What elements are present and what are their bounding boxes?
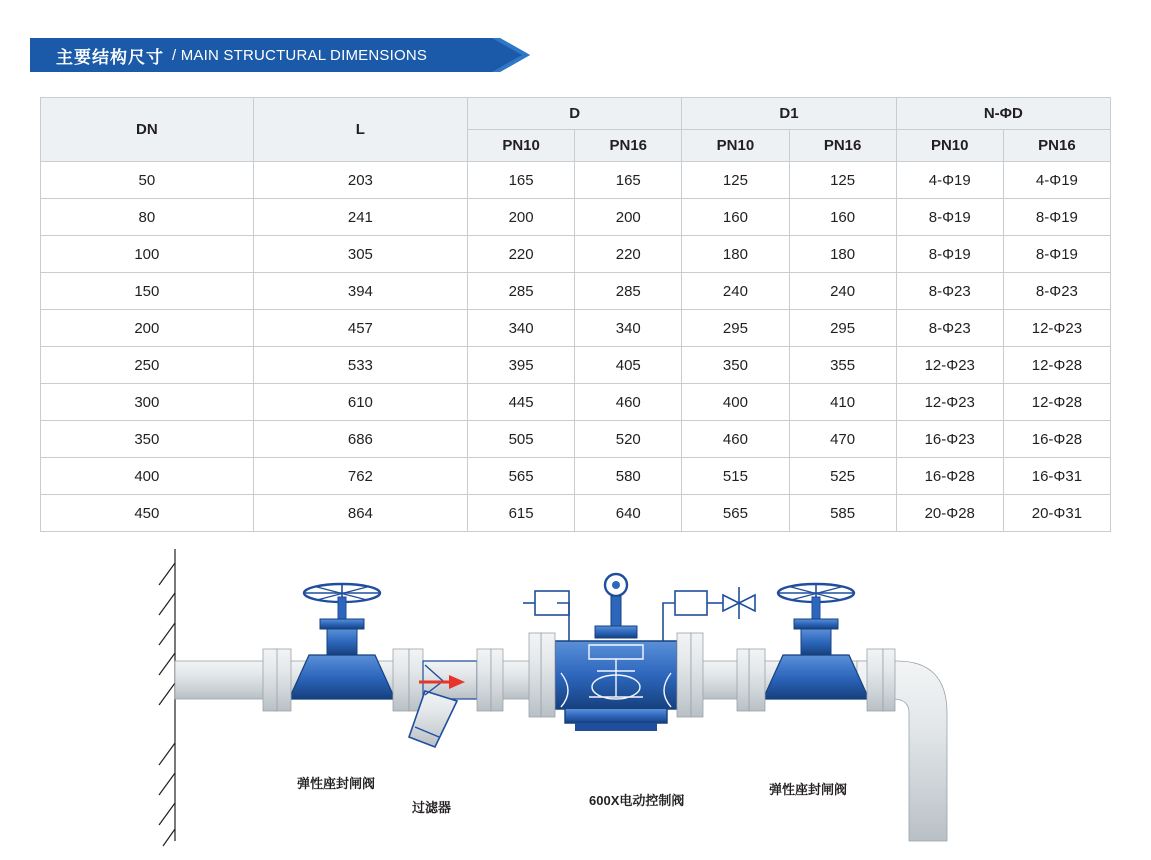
header-d1: D1 [682, 98, 896, 130]
header-nphid: N-ΦD [896, 98, 1110, 130]
cell-dn: 80 [41, 199, 254, 236]
header-d-pn10: PN10 [468, 130, 575, 162]
header-d1-pn10: PN10 [682, 130, 789, 162]
cell-d1-pn10: 400 [682, 384, 789, 421]
cell-d1-pn10: 565 [682, 495, 789, 532]
cell-d1-pn10: 350 [682, 347, 789, 384]
label-gate-valve-right: 弹性座封闸阀 [769, 782, 848, 797]
cell-nd-pn10: 20-Φ28 [896, 495, 1003, 532]
table-row [41, 199, 1111, 236]
cell-nd-pn16: 16-Φ31 [1003, 458, 1110, 495]
cell-nd-pn16: 8-Φ19 [1003, 236, 1110, 273]
cell-d-pn10: 565 [468, 458, 575, 495]
cell-nd-pn16: 20-Φ31 [1003, 495, 1110, 532]
cell-l: 457 [253, 310, 467, 347]
cell-l: 610 [253, 384, 467, 421]
cell-nd-pn16: 16-Φ28 [1003, 421, 1110, 458]
banner-text [56, 38, 427, 72]
table-row [41, 236, 1111, 273]
cell-d1-pn10: 180 [682, 236, 789, 273]
cell-d-pn10: 200 [468, 199, 575, 236]
cell-nd-pn10: 8-Φ23 [896, 310, 1003, 347]
header-nd-pn10: PN10 [896, 130, 1003, 162]
cell-d1-pn16: 585 [789, 495, 896, 532]
header-dn: DN [41, 98, 254, 162]
label-filter: 过滤器 [412, 800, 452, 815]
cell-l: 762 [253, 458, 467, 495]
section-title-en: / MAIN STRUCTURAL DIMENSIONS [172, 46, 428, 64]
cell-d1-pn16: 355 [789, 347, 896, 384]
cell-d-pn10: 615 [468, 495, 575, 532]
cell-d1-pn10: 515 [682, 458, 789, 495]
cell-nd-pn10: 12-Φ23 [896, 384, 1003, 421]
wall-hatch [159, 549, 175, 846]
cell-d-pn16: 580 [575, 458, 682, 495]
cell-d-pn16: 340 [575, 310, 682, 347]
cell-dn: 100 [41, 236, 254, 273]
cell-d1-pn16: 295 [789, 310, 896, 347]
cell-nd-pn10: 8-Φ19 [896, 199, 1003, 236]
cell-nd-pn16: 12-Φ23 [1003, 310, 1110, 347]
table-row [41, 495, 1111, 532]
table-row [41, 458, 1111, 495]
table-row [41, 273, 1111, 310]
label-control-valve: 600X电动控制阀 [589, 793, 685, 808]
cell-d1-pn10: 125 [682, 162, 789, 199]
cell-d-pn16: 520 [575, 421, 682, 458]
cell-d-pn10: 285 [468, 273, 575, 310]
cell-d1-pn16: 125 [789, 162, 896, 199]
cell-nd-pn16: 8-Φ23 [1003, 273, 1110, 310]
table-row [41, 421, 1111, 458]
cell-nd-pn16: 4-Φ19 [1003, 162, 1110, 199]
cell-dn: 150 [41, 273, 254, 310]
header-d: D [468, 98, 682, 130]
table-head [41, 98, 1111, 162]
installation-diagram-svg [157, 541, 994, 851]
cell-d1-pn10: 160 [682, 199, 789, 236]
header-d-pn16: PN16 [575, 130, 682, 162]
cell-d-pn10: 505 [468, 421, 575, 458]
cell-d1-pn16: 525 [789, 458, 896, 495]
cell-d1-pn16: 160 [789, 199, 896, 236]
table-header-row-group [41, 98, 1111, 130]
cell-d-pn16: 405 [575, 347, 682, 384]
cell-l: 203 [253, 162, 467, 199]
cell-dn: 350 [41, 421, 254, 458]
control-valve-600x [523, 574, 755, 731]
y-strainer [409, 649, 503, 747]
cell-nd-pn16: 12-Φ28 [1003, 347, 1110, 384]
cell-dn: 300 [41, 384, 254, 421]
cell-nd-pn10: 16-Φ23 [896, 421, 1003, 458]
cell-l: 394 [253, 273, 467, 310]
cell-nd-pn10: 8-Φ23 [896, 273, 1003, 310]
gate-valve-right [737, 584, 895, 711]
table-row [41, 384, 1111, 421]
cell-nd-pn10: 8-Φ19 [896, 236, 1003, 273]
cell-l: 305 [253, 236, 467, 273]
cell-d-pn16: 165 [575, 162, 682, 199]
cell-d-pn10: 220 [468, 236, 575, 273]
header-nd-pn16: PN16 [1003, 130, 1110, 162]
label-gate-valve-left: 弹性座封闸阀 [297, 776, 376, 791]
cell-nd-pn10: 16-Φ28 [896, 458, 1003, 495]
section-header [30, 38, 540, 72]
cell-d-pn16: 200 [575, 199, 682, 236]
cell-d1-pn10: 295 [682, 310, 789, 347]
cell-dn: 450 [41, 495, 254, 532]
header-d1-pn16: PN16 [789, 130, 896, 162]
cell-d1-pn16: 470 [789, 421, 896, 458]
cell-dn: 200 [41, 310, 254, 347]
header-l: L [253, 98, 467, 162]
cell-d1-pn16: 240 [789, 273, 896, 310]
table-body [41, 162, 1111, 532]
cell-dn: 250 [41, 347, 254, 384]
cell-d-pn10: 395 [468, 347, 575, 384]
cell-d-pn16: 460 [575, 384, 682, 421]
cell-nd-pn16: 8-Φ19 [1003, 199, 1110, 236]
table-row [41, 162, 1111, 199]
cell-d-pn16: 640 [575, 495, 682, 532]
cell-d-pn10: 340 [468, 310, 575, 347]
installation-diagram [157, 541, 994, 851]
table-row [41, 347, 1111, 384]
section-title-cn: 主要结构尺寸 [56, 47, 164, 67]
gate-valve-left [263, 584, 423, 711]
cell-d-pn16: 285 [575, 273, 682, 310]
cell-d1-pn16: 180 [789, 236, 896, 273]
cell-l: 533 [253, 347, 467, 384]
cell-dn: 50 [41, 162, 254, 199]
cell-d1-pn10: 460 [682, 421, 789, 458]
cell-nd-pn10: 4-Φ19 [896, 162, 1003, 199]
cell-d1-pn10: 240 [682, 273, 789, 310]
cell-l: 864 [253, 495, 467, 532]
cell-l: 241 [253, 199, 467, 236]
table-row [41, 310, 1111, 347]
cell-d-pn10: 165 [468, 162, 575, 199]
cell-d-pn16: 220 [575, 236, 682, 273]
cell-d-pn10: 445 [468, 384, 575, 421]
cell-nd-pn16: 12-Φ28 [1003, 384, 1110, 421]
cell-d1-pn16: 410 [789, 384, 896, 421]
dimensions-table [40, 97, 1111, 532]
cell-dn: 400 [41, 458, 254, 495]
cell-l: 686 [253, 421, 467, 458]
cell-nd-pn10: 12-Φ23 [896, 347, 1003, 384]
